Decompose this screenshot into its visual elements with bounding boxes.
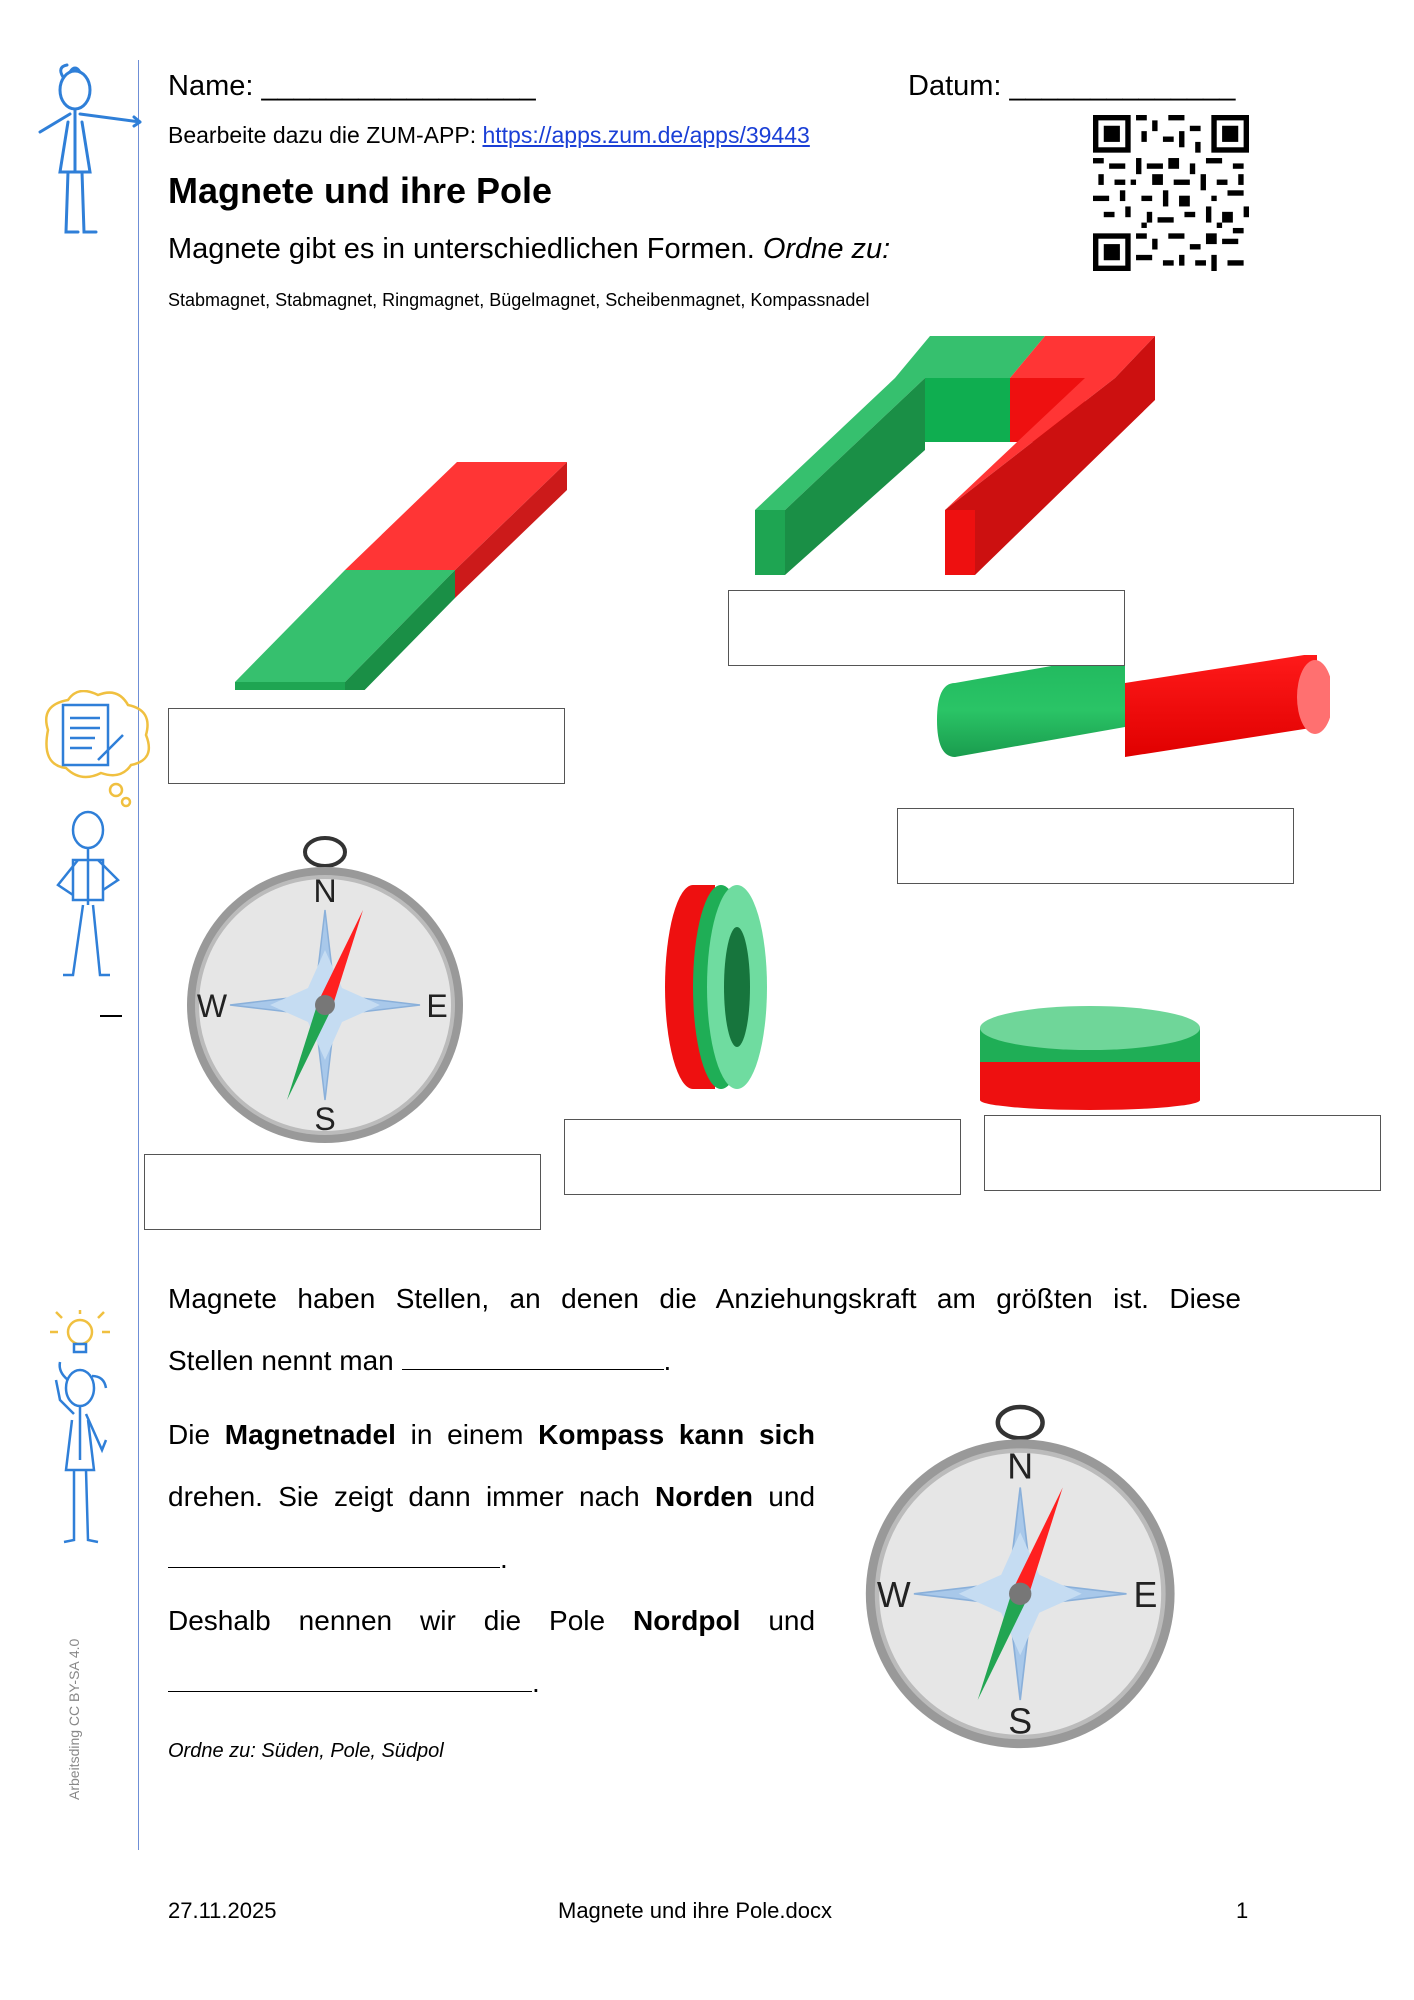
para2-t3: drehen. Sie zeigt dann immer nach: [168, 1481, 640, 1512]
qr-code[interactable]: [1093, 115, 1249, 271]
date-field[interactable]: ______________: [1009, 70, 1236, 102]
compass-top-n: N: [313, 873, 337, 909]
para2-b3: Norden: [655, 1481, 754, 1512]
page-title: Magnete und ihre Pole: [168, 170, 553, 211]
bar-magnet-image: [225, 420, 575, 690]
intro-text: Magnete gibt es in unterschiedlichen Formen.: [168, 233, 755, 265]
para2-b1: Magnetnadel: [224, 1419, 396, 1450]
para2-end2: .: [532, 1667, 540, 1698]
compass-image-top: [180, 830, 475, 1150]
margin-dash: [100, 1015, 122, 1017]
para1-line1: Magnete haben Stellen, an denen die Anziehungskraft am größten ist. Diese: [168, 1283, 1241, 1314]
compass-bottom-s: S: [1008, 1701, 1033, 1742]
answer-box-disc-magnet[interactable]: [984, 1115, 1381, 1191]
para2-end1: .: [500, 1543, 508, 1574]
blank-pole[interactable]: [402, 1343, 664, 1370]
name-field[interactable]: _________________: [261, 70, 536, 102]
answer-box-compass[interactable]: [144, 1154, 541, 1230]
para2-t4: und: [768, 1481, 816, 1512]
compass-top-w: W: [196, 988, 228, 1024]
compass-bottom-w: W: [876, 1575, 911, 1616]
app-link[interactable]: https://apps.zum.de/apps/39443: [482, 122, 810, 148]
blank-sueden[interactable]: [168, 1541, 500, 1568]
para2-t1: Die: [168, 1419, 211, 1450]
answer-box-bar-magnet[interactable]: [168, 708, 565, 784]
para1-suffix: .: [663, 1345, 672, 1376]
ring-magnet-image: [655, 875, 770, 1105]
word-bank: Stabmagnet, Stabmagnet, Ringmagnet, Bügelmagnet, Scheibenmagnet, Kompassnadel: [168, 290, 870, 310]
disc-magnet-image: [978, 1000, 1203, 1110]
compass-bottom-n: N: [1007, 1446, 1034, 1487]
date-label: Datum:: [908, 70, 1002, 102]
compass-top-e: E: [426, 988, 448, 1024]
answer-box-horseshoe-magnet[interactable]: [728, 590, 1125, 666]
compass-bottom-e: E: [1133, 1575, 1158, 1616]
license-label: Arbeitsding CC BY-SA 4.0: [66, 1638, 82, 1800]
para2-t6: und: [768, 1605, 816, 1636]
name-label: Name:: [168, 70, 254, 102]
footer-file: Magnete und ihre Pole.docx: [558, 1898, 832, 1923]
app-prefix: Bearbeite dazu die ZUM-APP:: [168, 122, 477, 148]
para2-t2: in einem: [410, 1419, 524, 1450]
hint-text: Ordne zu: Süden, Pole, Südpol: [168, 1740, 444, 1762]
compass-top-s: S: [314, 1101, 336, 1137]
footer-page: 1: [1236, 1898, 1249, 1923]
answer-box-cylinder-magnet[interactable]: [897, 808, 1294, 884]
cylinder-magnet-image: [935, 655, 1330, 765]
blank-suedpol[interactable]: [168, 1665, 532, 1692]
intro-instruction: Ordne zu:: [762, 233, 891, 265]
stick-figure-thinking-icon: [28, 690, 158, 980]
para2-b2: Kompass kann sich: [538, 1419, 816, 1450]
horseshoe-magnet-image: [755, 330, 1165, 590]
answer-box-ring-magnet[interactable]: [564, 1119, 961, 1195]
footer-date: 27.11.2025: [168, 1898, 277, 1923]
para2-b4: Nordpol: [633, 1605, 741, 1636]
stick-figure-idea-icon: [40, 1310, 140, 1550]
compass-image-bottom: [858, 1398, 1188, 1756]
stick-figure-pointing-icon: [30, 62, 150, 242]
para2-t5: Deshalb nennen wir die Pole: [168, 1605, 606, 1636]
para1-prefix: Stellen nennt man: [168, 1345, 394, 1376]
